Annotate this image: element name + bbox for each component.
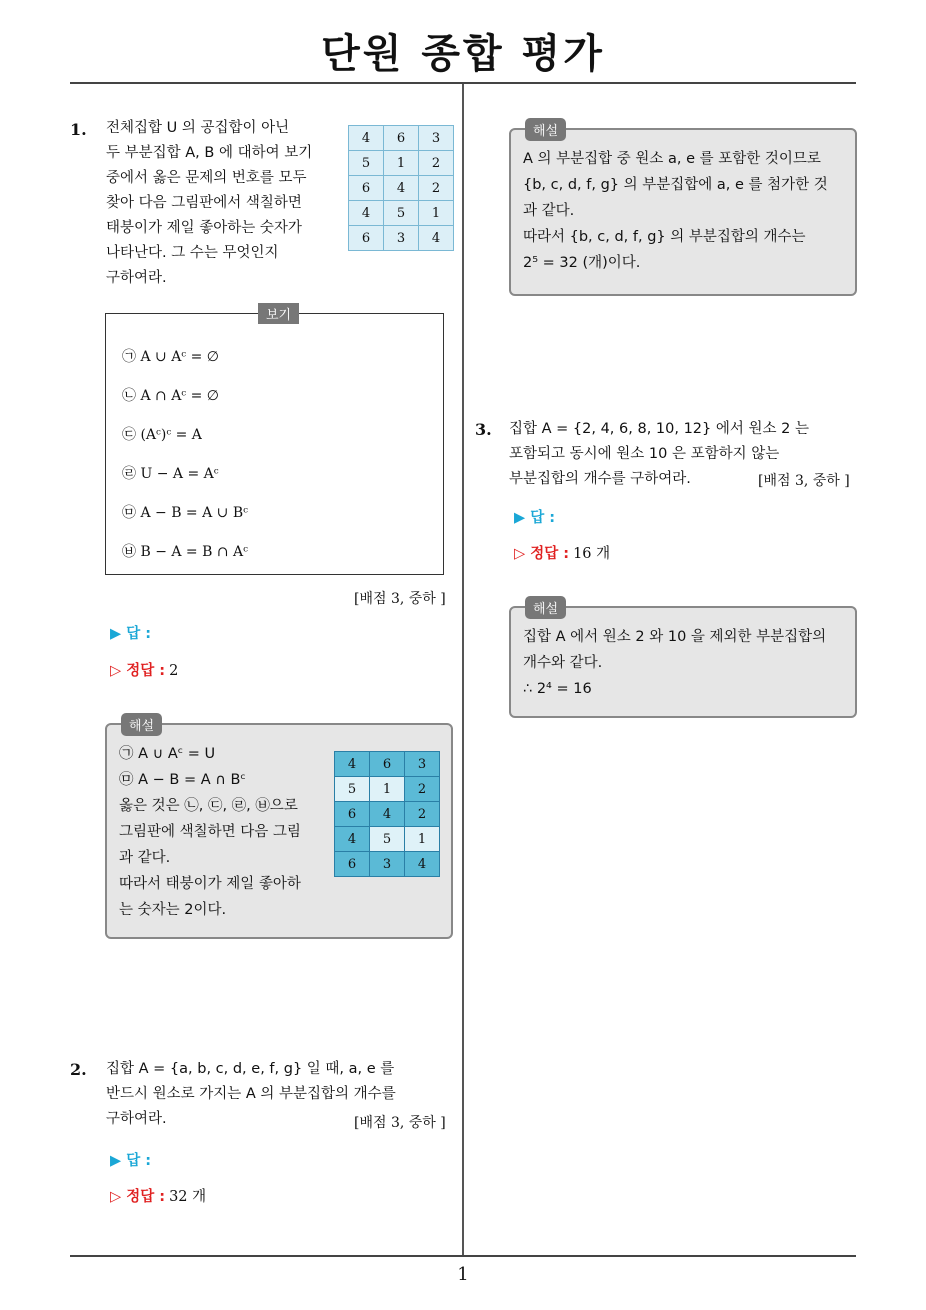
- question-1-answer-field[interactable]: ▶ 답 :: [110, 626, 152, 642]
- question-1-number: 1.: [70, 120, 87, 139]
- grid-cell: 2: [405, 802, 440, 827]
- column-divider: [462, 84, 464, 1256]
- bogi-item: ㉢ (Aᶜ)ᶜ = A: [122, 427, 202, 443]
- grid-cell: 4: [405, 852, 440, 877]
- grid-cell: 5: [349, 151, 384, 176]
- grid-row: [335, 802, 440, 827]
- question-2-number: 2.: [70, 1060, 87, 1079]
- grid-row: [349, 151, 454, 176]
- explanation-text: 집합 A 에서 원소 2 와 10 을 제외한 부분집합의 개수와 같다. ∴ 2⁴ = 16: [523, 629, 827, 697]
- grid-cell: 1: [405, 827, 440, 852]
- grid-row: [349, 126, 454, 151]
- grid-cell: 2: [419, 151, 454, 176]
- correct-answer-value: 32 개: [169, 1189, 207, 1205]
- grid-cell: 6: [370, 752, 405, 777]
- question-1-number-grid: [348, 125, 454, 251]
- grid-cell: 3: [419, 126, 454, 151]
- question-1-explanation: [105, 719, 453, 939]
- grid-cell: 6: [384, 126, 419, 151]
- grid-cell: 4: [370, 802, 405, 827]
- question-2-meta: [배점 3, 중하 ]: [354, 1115, 446, 1131]
- question-3-meta: [배점 3, 중하 ]: [758, 473, 850, 489]
- explanation-label: 해설: [525, 596, 566, 619]
- bogi-label: 보기: [258, 303, 299, 324]
- grid-cell: 6: [349, 226, 384, 251]
- grid-cell: 5: [370, 827, 405, 852]
- question-3-explanation: [509, 602, 857, 718]
- bogi-box: [105, 308, 444, 575]
- question-1-correct-answer: [110, 659, 178, 680]
- explanation-text: ㉠ A ∪ Aᶜ = U ㉤ A − B = A ∩ Bᶜ 옳은 것은 ㉡, ㉢, ㉣, ㉥으로 그림판에 색칠하면 다음 그림 과 같다. 따라서 태붕이가 제일 좋아하 는 숫자는 2이다.: [119, 746, 301, 918]
- explanation-label: 해설: [121, 713, 162, 736]
- question-1-text: 전체집합 U 의 공집합이 아닌 두 부분집합 A, B 에 대하여 보기 중에서 옳은 문제의 번호를 모두 찾아 다음 그림판에서 색칠하면 태붕이가 제일 좋아하는 숫자가 나타난다. 그 수는 무엇인지 구하여라.: [106, 120, 313, 286]
- footer-divider: [70, 1255, 856, 1257]
- grid-cell: 5: [384, 201, 419, 226]
- explanation-shaded-grid: [334, 751, 440, 877]
- grid-cell: 4: [335, 752, 370, 777]
- grid-row: [335, 752, 440, 777]
- page-title: 단원 종합 평가: [321, 31, 605, 77]
- grid-cell: 2: [419, 176, 454, 201]
- question-3-number: 3.: [475, 420, 492, 439]
- grid-row: [349, 226, 454, 251]
- bogi-item: ㉠ A ∪ Aᶜ = ∅: [122, 349, 219, 365]
- grid-cell: 4: [419, 226, 454, 251]
- correct-answer-label: ▷ 정답 :: [110, 1189, 166, 1205]
- question-3-text: 집합 A = {2, 4, 6, 8, 10, 12} 에서 원소 2 는 포함되고 동시에 원소 10 은 포함하지 않는 부분집합의 개수를 구하여라.: [509, 421, 809, 487]
- grid-row: [335, 852, 440, 877]
- grid-cell: 3: [384, 226, 419, 251]
- question-2-text: 집합 A = {a, b, c, d, e, f, g} 일 때, a, e 를 반드시 원소로 가지는 A 의 부분집합의 개수를 구하여라.: [106, 1061, 396, 1127]
- grid-row: [335, 777, 440, 802]
- grid-cell: 1: [419, 201, 454, 226]
- grid-cell: 4: [335, 827, 370, 852]
- grid-cell: 6: [335, 802, 370, 827]
- grid-row: [349, 201, 454, 226]
- question-2-correct-answer: [110, 1185, 206, 1206]
- grid-cell: 1: [370, 777, 405, 802]
- question-3-correct-answer: [514, 542, 610, 563]
- grid-cell: 1: [384, 151, 419, 176]
- grid-cell: 4: [349, 201, 384, 226]
- grid-cell: 4: [349, 126, 384, 151]
- grid-cell: 3: [405, 752, 440, 777]
- correct-answer-value: 16 개: [573, 546, 611, 562]
- grid-cell: 4: [384, 176, 419, 201]
- grid-row: [335, 827, 440, 852]
- question-2-answer-field[interactable]: ▶ 답 :: [110, 1153, 152, 1169]
- bogi-item: ㉤ A − B = A ∪ Bᶜ: [122, 505, 248, 521]
- correct-answer-value: 2: [169, 663, 179, 679]
- question-2-explanation: [509, 124, 857, 296]
- grid-row: [349, 176, 454, 201]
- question-3-answer-field[interactable]: ▶ 답 :: [514, 510, 556, 526]
- bogi-item: ㉡ A ∩ Aᶜ = ∅: [122, 388, 219, 404]
- question-1-meta: [배점 3, 중하 ]: [354, 591, 446, 607]
- explanation-text: A 의 부분집합 중 원소 a, e 를 포함한 것이므로 {b, c, d, f, g} 의 부분집합에 a, e 를 첨가한 것 과 같다. 따라서 {b, c, d, f, g} 의 부분집합의 개수는 2⁵ = 32 (개)이다.: [523, 151, 828, 271]
- correct-answer-label: ▷ 정답 :: [110, 663, 166, 679]
- grid-cell: 5: [335, 777, 370, 802]
- grid-cell: 2: [405, 777, 440, 802]
- grid-cell: 6: [349, 176, 384, 201]
- bogi-item: ㉣ U − A = Aᶜ: [122, 466, 219, 482]
- grid-cell: 6: [335, 852, 370, 877]
- grid-cell: 3: [370, 852, 405, 877]
- explanation-label: 해설: [525, 118, 566, 141]
- bogi-item: ㉥ B − A = B ∩ Aᶜ: [122, 544, 248, 560]
- correct-answer-label: ▷ 정답 :: [514, 546, 570, 562]
- page-number: 1: [457, 1264, 469, 1285]
